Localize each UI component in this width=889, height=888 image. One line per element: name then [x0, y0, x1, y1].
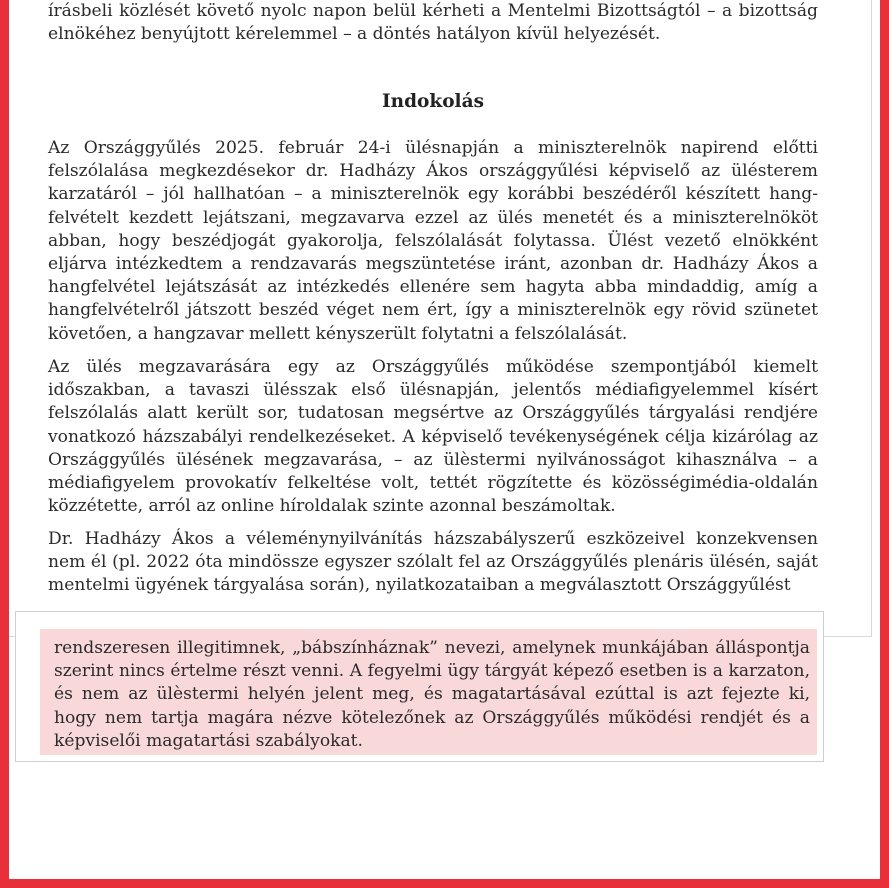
paragraph-1: Az Országgyűlés 2025. február 24-i ülésnapján a miniszterelnök napirend előtti felszólalása megkezdésekor dr. Hadházy Ákos országgyűlési képviselő az ülésterem karzatáról – jól hallhatóan – a miniszterelnök egy korábbi beszédéről készített hang-felvételt kezdett lejátszani, megzavarva ezzel az ülés menetét és a miniszterelnököt abban, hogy beszédjogát gyakorolja, felszólalását folytassa. Ülést vezető elnökként eljárva intézkedtem a rendzavarás megszüntetése iránt, azonban dr. Hadházy Ákos a hangfelvétel lejátszását az intézkedés ellenére sem hagyta abba mindaddig, amíg a hangfelvételről játszott beszéd véget nem ért, így a miniszterelnök egy rövid szünetet követően, a hangzavar mellett kényszerült folytatni a felszólalását. — [48, 138, 818, 344]
quote-highlight — [40, 629, 817, 755]
paragraph-3: Dr. Hadházy Ákos a véleménynyilvánítás házszabályszerű eszközeivel konzekvensen nem él (pl. 2022 óta mindössze egyszer szólalt fel az Országgyűlés plenáris ülésén, saját mentelmi ügyének tárgyalása során), nyilatkozataiban a megválasztott Országgyűlést — [48, 529, 818, 596]
quote-text: rendszeresen illegitimnek, „bábszínháznak” nevezi, amelynek munkájában álláspontja szerint nincs értelme részt venni. A fegyelmi ügy tárgyát képező esetben is a karzaton, és nem az ülèstermi helyén jelent meg, és magatartásával ezúttal is azt fejezte ki, hogy nem tartja magára nézve kötelezőnek az Országgyűlés működési rendjét és a képviselői magatartási szabályokat. — [54, 638, 810, 751]
document-page — [9, 0, 872, 637]
red-frame-background — [9, 0, 880, 879]
paragraph-top: írásbeli közlését követő nyolc napon belül kérheti a Mentelmi Bizottságtól – a bizottság elnökéhez benyújtott kérelemmel – a döntés hatályon kívül helyezését. — [48, 1, 818, 45]
highlighted-quote-box — [15, 611, 824, 762]
paragraph-2: Az ülés megzavarására egy az Országgyűlés működése szempontjából kiemelt időszakban, a tavaszi ülésszak első ülésnapján, jelentős médiafigyelemmel kísért felszólalás alatt került sor, tudatosan megsértve az Országgyűlés tárgyalási rendjére vonatkozó házszabályi rendelkezéseket. A képviselő tevékenységének célja kizárólag az Országgyűlés ülésének megzavarása, – az ülèstermi nyilvánosságot kihasználva – a médiafigyelem provokatív felkeltése volt, tettét rögzítette és közösségimédia-oldalán közzétette, arról az online hírоldalak szinte azonnal beszámoltak. — [48, 357, 818, 517]
section-heading: Indokolás — [382, 91, 484, 112]
